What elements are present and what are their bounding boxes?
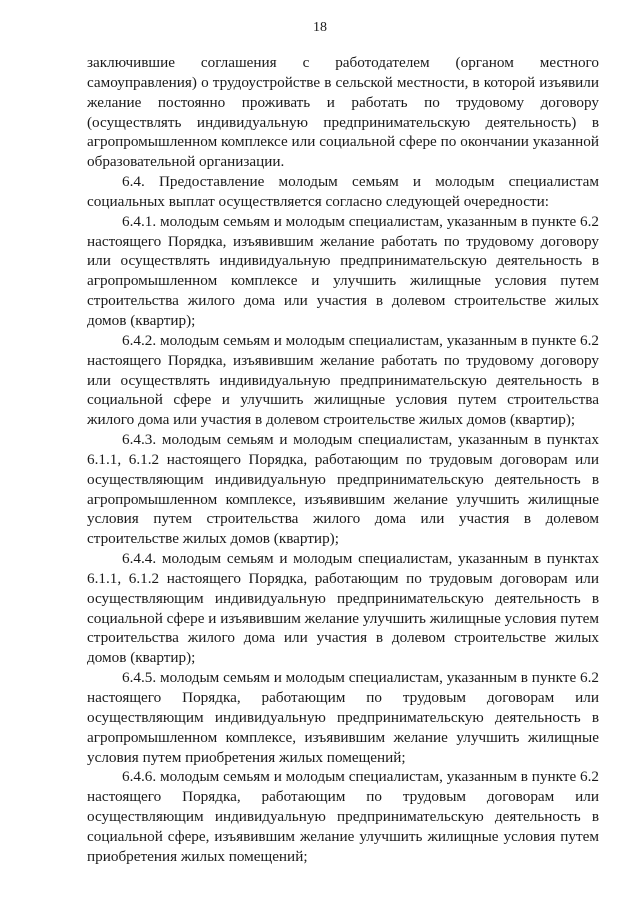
page-number: 18 — [313, 20, 327, 35]
paragraph-6-4-2: 6.4.2. молодым семьям и молодым специалистам, указанным в пункте 6.2 настоящего Порядка, изъявившим желание работать по трудовому договору или осуществлять индивидуальную предпринимательскую деятельность в социальной сфере и улучшить жилищные условия путем строительства жилого дома или участия в долевом строительстве жилых домов (квартир); — [87, 331, 599, 429]
paragraph-6-4: 6.4. Предоставление молодым семьям и молодым специалистам социальных выплат осуществляется согласно следующей очередности: — [87, 173, 599, 210]
document-body — [87, 53, 599, 867]
paragraph-6-4-3: 6.4.3. молодым семьям и молодым специалистам, указанным в пунктах 6.1.1, 6.1.2 настоящего Порядка, работающим по трудовым договорам или осуществляющим индивидуальную предпринимательскую деятельность в агропромышленном комплексе, изъявившим желание улучшить жилищные условия путем строительства жилого дома или участия в долевом строительстве жилых домов (квартир); — [87, 431, 599, 548]
paragraph-continuation: заключившие соглашения с работодателем (органом местного самоуправления) о трудоустройстве в сельской местности, в которой изъявили желание постоянно проживать и работать по трудовому договору (осуществлять индивидуальную предпринимательскую деятельность) в агропромышленном комплексе или социальной сфере по окончании указанной образовательной организации. — [87, 54, 599, 171]
paragraph-6-4-6: 6.4.6. молодым семьям и молодым специалистам, указанным в пункте 6.2 настоящего Порядка, работающим по трудовым договорам или осуществляющим индивидуальную предпринимательскую деятельность в социальной сфере, изъявившим желание улучшить жилищные условия путем приобретения жилых помещений; — [87, 768, 599, 865]
paragraph-6-4-5: 6.4.5. молодым семьям и молодым специалистам, указанным в пункте 6.2 настоящего Порядка, работающим по трудовым договорам или осуществляющим индивидуальную предпринимательскую деятельность в агропромышленном комплексе, изъявившим желание улучшить жилищные условия путем приобретения жилых помещений; — [87, 669, 599, 766]
paragraph-6-4-1: 6.4.1. молодым семьям и молодым специалистам, указанным в пункте 6.2 настоящего Порядка, изъявившим желание работать по трудовому договору или осуществлять индивидуальную предпринимательскую деятельность в агропромышленном комплексе и улучшить жилищные условия путем строительства жилого дома или участия в долевом строительстве жилых домов (квартир); — [87, 212, 599, 329]
paragraph-6-4-4: 6.4.4. молодым семьям и молодым специалистам, указанным в пунктах 6.1.1, 6.1.2 настоящего Порядка, работающим по трудовым договорам или осуществляющим индивидуальную предпринимательскую деятельность в социальной сфере и изъявившим желание улучшить жилищные условия путем строительства жилого дома или участия в долевом строительстве жилых домов (квартир); — [87, 550, 599, 667]
